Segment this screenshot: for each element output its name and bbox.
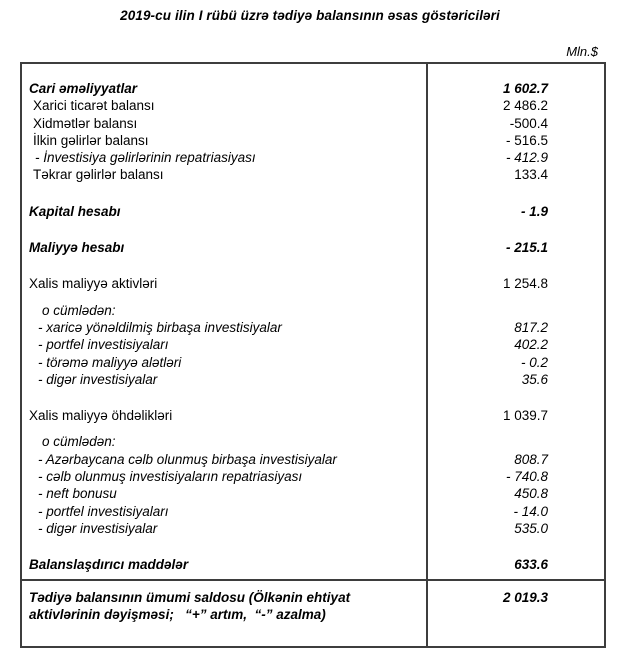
row-label: - portfel investisiyaları: [38, 337, 169, 353]
row-label: - cəlb olunmuş investisiyaların repatriasiyası: [38, 469, 303, 485]
separator-line: [22, 579, 604, 581]
row-value: 402.2: [514, 337, 548, 353]
row-value: - 412.9: [505, 150, 548, 166]
table-row: [22, 485, 604, 502]
balance-table: [20, 62, 606, 648]
row-value: 1 602.7: [502, 81, 548, 96]
column-divider: [426, 64, 428, 646]
table-row: [22, 354, 604, 371]
table-row: [22, 468, 604, 485]
row-value: - 14.0: [513, 503, 548, 519]
table-row: [22, 451, 604, 468]
table-row: [22, 556, 604, 573]
row-label: Təkrar gəlirlər balansı: [33, 167, 164, 183]
row-value: 1 254.8: [502, 276, 548, 292]
row-value: -500.4: [509, 115, 548, 131]
row-value: - 215.1: [505, 240, 548, 256]
table-row: [22, 433, 604, 450]
row-label: - Azərbaycana cəlb olunmuş birbaşa investisiyalar: [38, 451, 337, 467]
table-row: [22, 166, 604, 183]
row-value: 35.6: [521, 371, 548, 387]
row-label: Balanslaşdırıcı maddələr: [29, 557, 189, 573]
table-row: [22, 503, 604, 520]
row-value: - 516.5: [505, 132, 548, 148]
table-row: [22, 80, 604, 97]
table-row: [22, 132, 604, 149]
table-row: [22, 371, 604, 388]
row-value: - 1.9: [520, 203, 548, 219]
row-label: o cümlədən:: [42, 434, 116, 450]
table-row: [22, 302, 604, 319]
table-row: [22, 115, 604, 132]
row-value: 450.8: [514, 486, 548, 502]
row-label: Xalis maliyyə öhdəlikləri: [29, 408, 173, 424]
table-row: [22, 407, 604, 424]
row-label: Xalis maliyyə aktivləri: [29, 276, 158, 292]
row-label: o cümlədən:: [42, 302, 116, 318]
row-value: 808.7: [514, 451, 548, 467]
table-row: [22, 319, 604, 336]
table-row: [22, 149, 604, 166]
row-label: - xaricə yönəldilmiş birbaşa investisiyalar: [38, 319, 282, 335]
row-value: - 0.2: [520, 354, 548, 370]
row-label: Maliyyə hesabı: [29, 240, 125, 256]
row-value: 633.6: [514, 557, 548, 573]
table-row: [22, 97, 604, 114]
row-label: - digər investisiyalar: [38, 371, 158, 387]
unit-label: Mln.$: [566, 44, 598, 59]
table-row: [22, 203, 604, 220]
row-value: 535.0: [514, 520, 548, 536]
table-row: [22, 336, 604, 353]
row-label: Tədiyə balansının ümumi saldosu (Ölkənin ehtiyat aktivlərinin dəyişməsi; “+” artım, “-” azalma): [29, 589, 351, 622]
row-label: İlkin gəlirlər balansı: [33, 132, 149, 148]
row-value: 817.2: [514, 319, 548, 335]
page-title: 2019-cu ilin I rübü üzrə tədiyə balansının əsas göstəriciləri: [120, 8, 500, 23]
row-label: Xarici ticarət balansı: [33, 98, 155, 114]
row-value: [426, 433, 604, 450]
row-value: 133.4: [514, 167, 548, 183]
row-label: - digər investisiyalar: [38, 520, 158, 536]
row-label: - törəmə maliyyə alətləri: [38, 354, 182, 370]
row-label: - portfel investisiyaları: [38, 503, 169, 519]
row-label: - İnvestisiya gəlirlərinin repatriasiyası: [35, 150, 256, 166]
table-row: [22, 239, 604, 256]
row-value: 1 039.7: [502, 408, 548, 424]
row-label: Kapital hesabı: [29, 203, 121, 219]
row-label: - neft bonusu: [38, 486, 117, 502]
row-value: [426, 302, 604, 319]
row-label: Cari əməliyyatlar: [29, 81, 138, 96]
table-row: [22, 589, 604, 624]
row-value: 2 486.2: [502, 98, 548, 114]
row-value: 2 019.3: [502, 589, 548, 605]
table-row: [22, 520, 604, 537]
row-value: - 740.8: [505, 469, 548, 485]
table-rows: [22, 80, 604, 623]
table-row: [22, 275, 604, 292]
row-label: Xidmətlər balansı: [33, 115, 138, 131]
